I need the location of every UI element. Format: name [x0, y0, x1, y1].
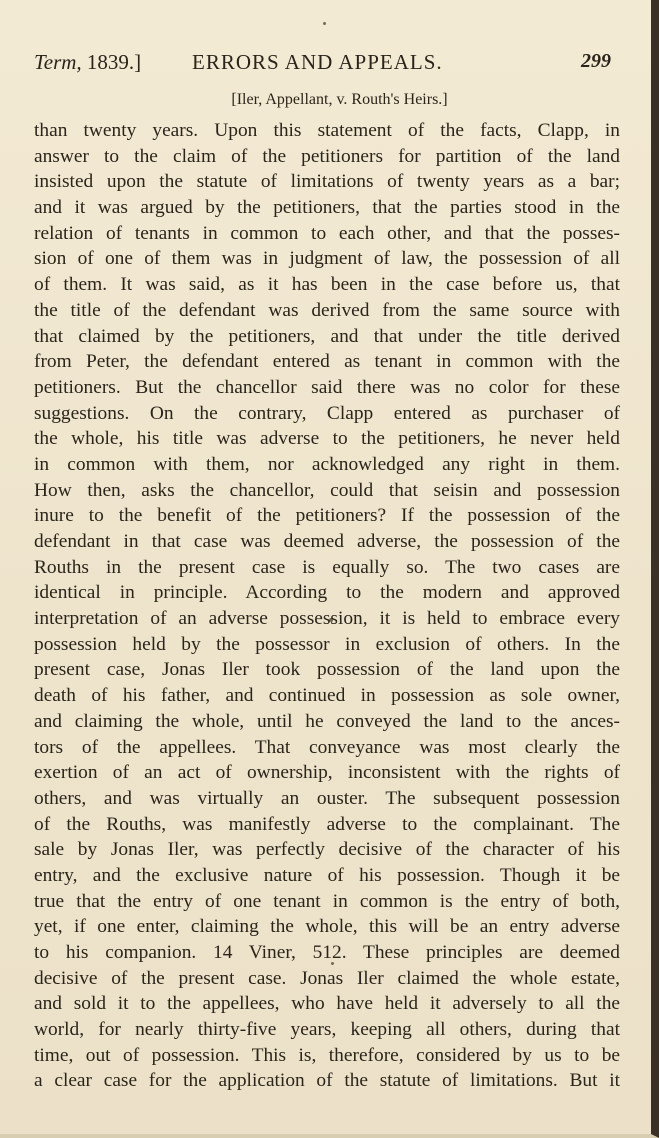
text-line: Rouths in the present case is equally so. The two cases are: [34, 556, 620, 578]
case-caption: [Iler, Appellant, v. Routh's Heirs.]: [231, 91, 448, 108]
text-line: in common with them, nor acknowledged any right in them.: [34, 453, 620, 475]
text-line: relation of tenants in common to each other, and that the posses-: [34, 222, 620, 244]
text-line: sale by Jonas Iler, was perfectly decisive of the character of his: [34, 839, 620, 861]
text-line: decisive of the present case. Jonas Iler claimed the whole estate,: [34, 967, 620, 989]
text-line: the title of the defendant was derived from the same source with: [34, 299, 620, 321]
running-head: [34, 50, 611, 78]
term-word: Term,: [34, 50, 82, 74]
text-line: How then, asks the chancellor, could that seisin and possession: [34, 479, 620, 501]
text-line: world, for nearly thirty-five years, keeping all others, during that: [34, 1019, 620, 1041]
text-line: than twenty years. Upon this statement of the facts, Clapp, in: [34, 120, 620, 141]
text-line: present case, Jonas Iler took possession of the land upon the: [34, 659, 620, 681]
text-line: answer to the claim of the petitioners for partition of the land: [34, 145, 620, 167]
text-line: of them. It was said, as it has been in the case before us, that: [34, 274, 620, 296]
paper-speck: [323, 22, 326, 25]
text-line: that claimed by the petitioners, and that under the title derived: [34, 325, 620, 347]
text-line: to his companion. 14 Viner, 512. These principles are deemed: [34, 942, 620, 963]
page-number: 299: [581, 50, 611, 72]
text-line: entry, and the exclusive nature of his possession. Though it be: [34, 864, 620, 886]
text-line: possession held by the possessor in exclusion of others. In the: [34, 633, 620, 655]
running-head-term: [34, 50, 141, 75]
running-head-title: ERRORS AND APPEALS.: [192, 50, 443, 74]
text-line: and it was argued by the petitioners, that the parties stood in the: [34, 197, 620, 219]
text-line: true that the entry of one tenant in common is the entry of both,: [34, 890, 620, 912]
text-line: identical in principle. According to the modern and approved: [34, 582, 620, 604]
text-line: a clear case for the application of the statute of limitations. But it: [34, 1070, 620, 1092]
text-line: the whole, his title was adverse to the petitioners, he never held: [34, 428, 620, 450]
text-line: of the Rouths, was manifestly adverse to the complainant. The: [34, 813, 620, 835]
text-line: and claiming the whole, until he conveyed the land to the ances-: [34, 710, 620, 732]
text-line: suggestions. On the contrary, Clapp entered as purchaser of: [34, 402, 620, 424]
text-line: petitioners. But the chancellor said there was no color for these: [34, 376, 620, 398]
text-line: tors of the appellees. That conveyance was most clearly the: [34, 736, 620, 758]
text-line: interpretation of an adverse possession, it is held to embrace every: [34, 608, 620, 630]
text-line: from Peter, the defendant entered as tenant in common with the: [34, 351, 620, 373]
text-line: insisted upon the statute of limitations of twenty years as a bar;: [34, 171, 620, 193]
text-line: yet, if one enter, claiming the whole, this will be an entry adverse: [34, 916, 620, 938]
text-line: others, and was virtually an ouster. The subsequent possession: [34, 787, 620, 809]
text-line: exertion of an act of ownership, inconsistent with the rights of: [34, 762, 620, 784]
term-year: 1839.]: [86, 50, 142, 74]
body-text: [34, 118, 620, 1094]
text-line: death of his father, and continued in possession as sole owner,: [34, 685, 620, 707]
text-line: defendant in that case was deemed adverse, the possession of the: [34, 531, 620, 552]
text-line: time, out of possession. This is, therefore, considered by us to be: [34, 1044, 620, 1066]
text-line: and sold it to the appellees, who have held it adversely to all the: [34, 993, 620, 1015]
text-line: inure to the benefit of the petitioners? If the possession of the: [34, 505, 620, 527]
text-line: sion of one of them was in judgment of law, the possession of all: [34, 248, 620, 270]
